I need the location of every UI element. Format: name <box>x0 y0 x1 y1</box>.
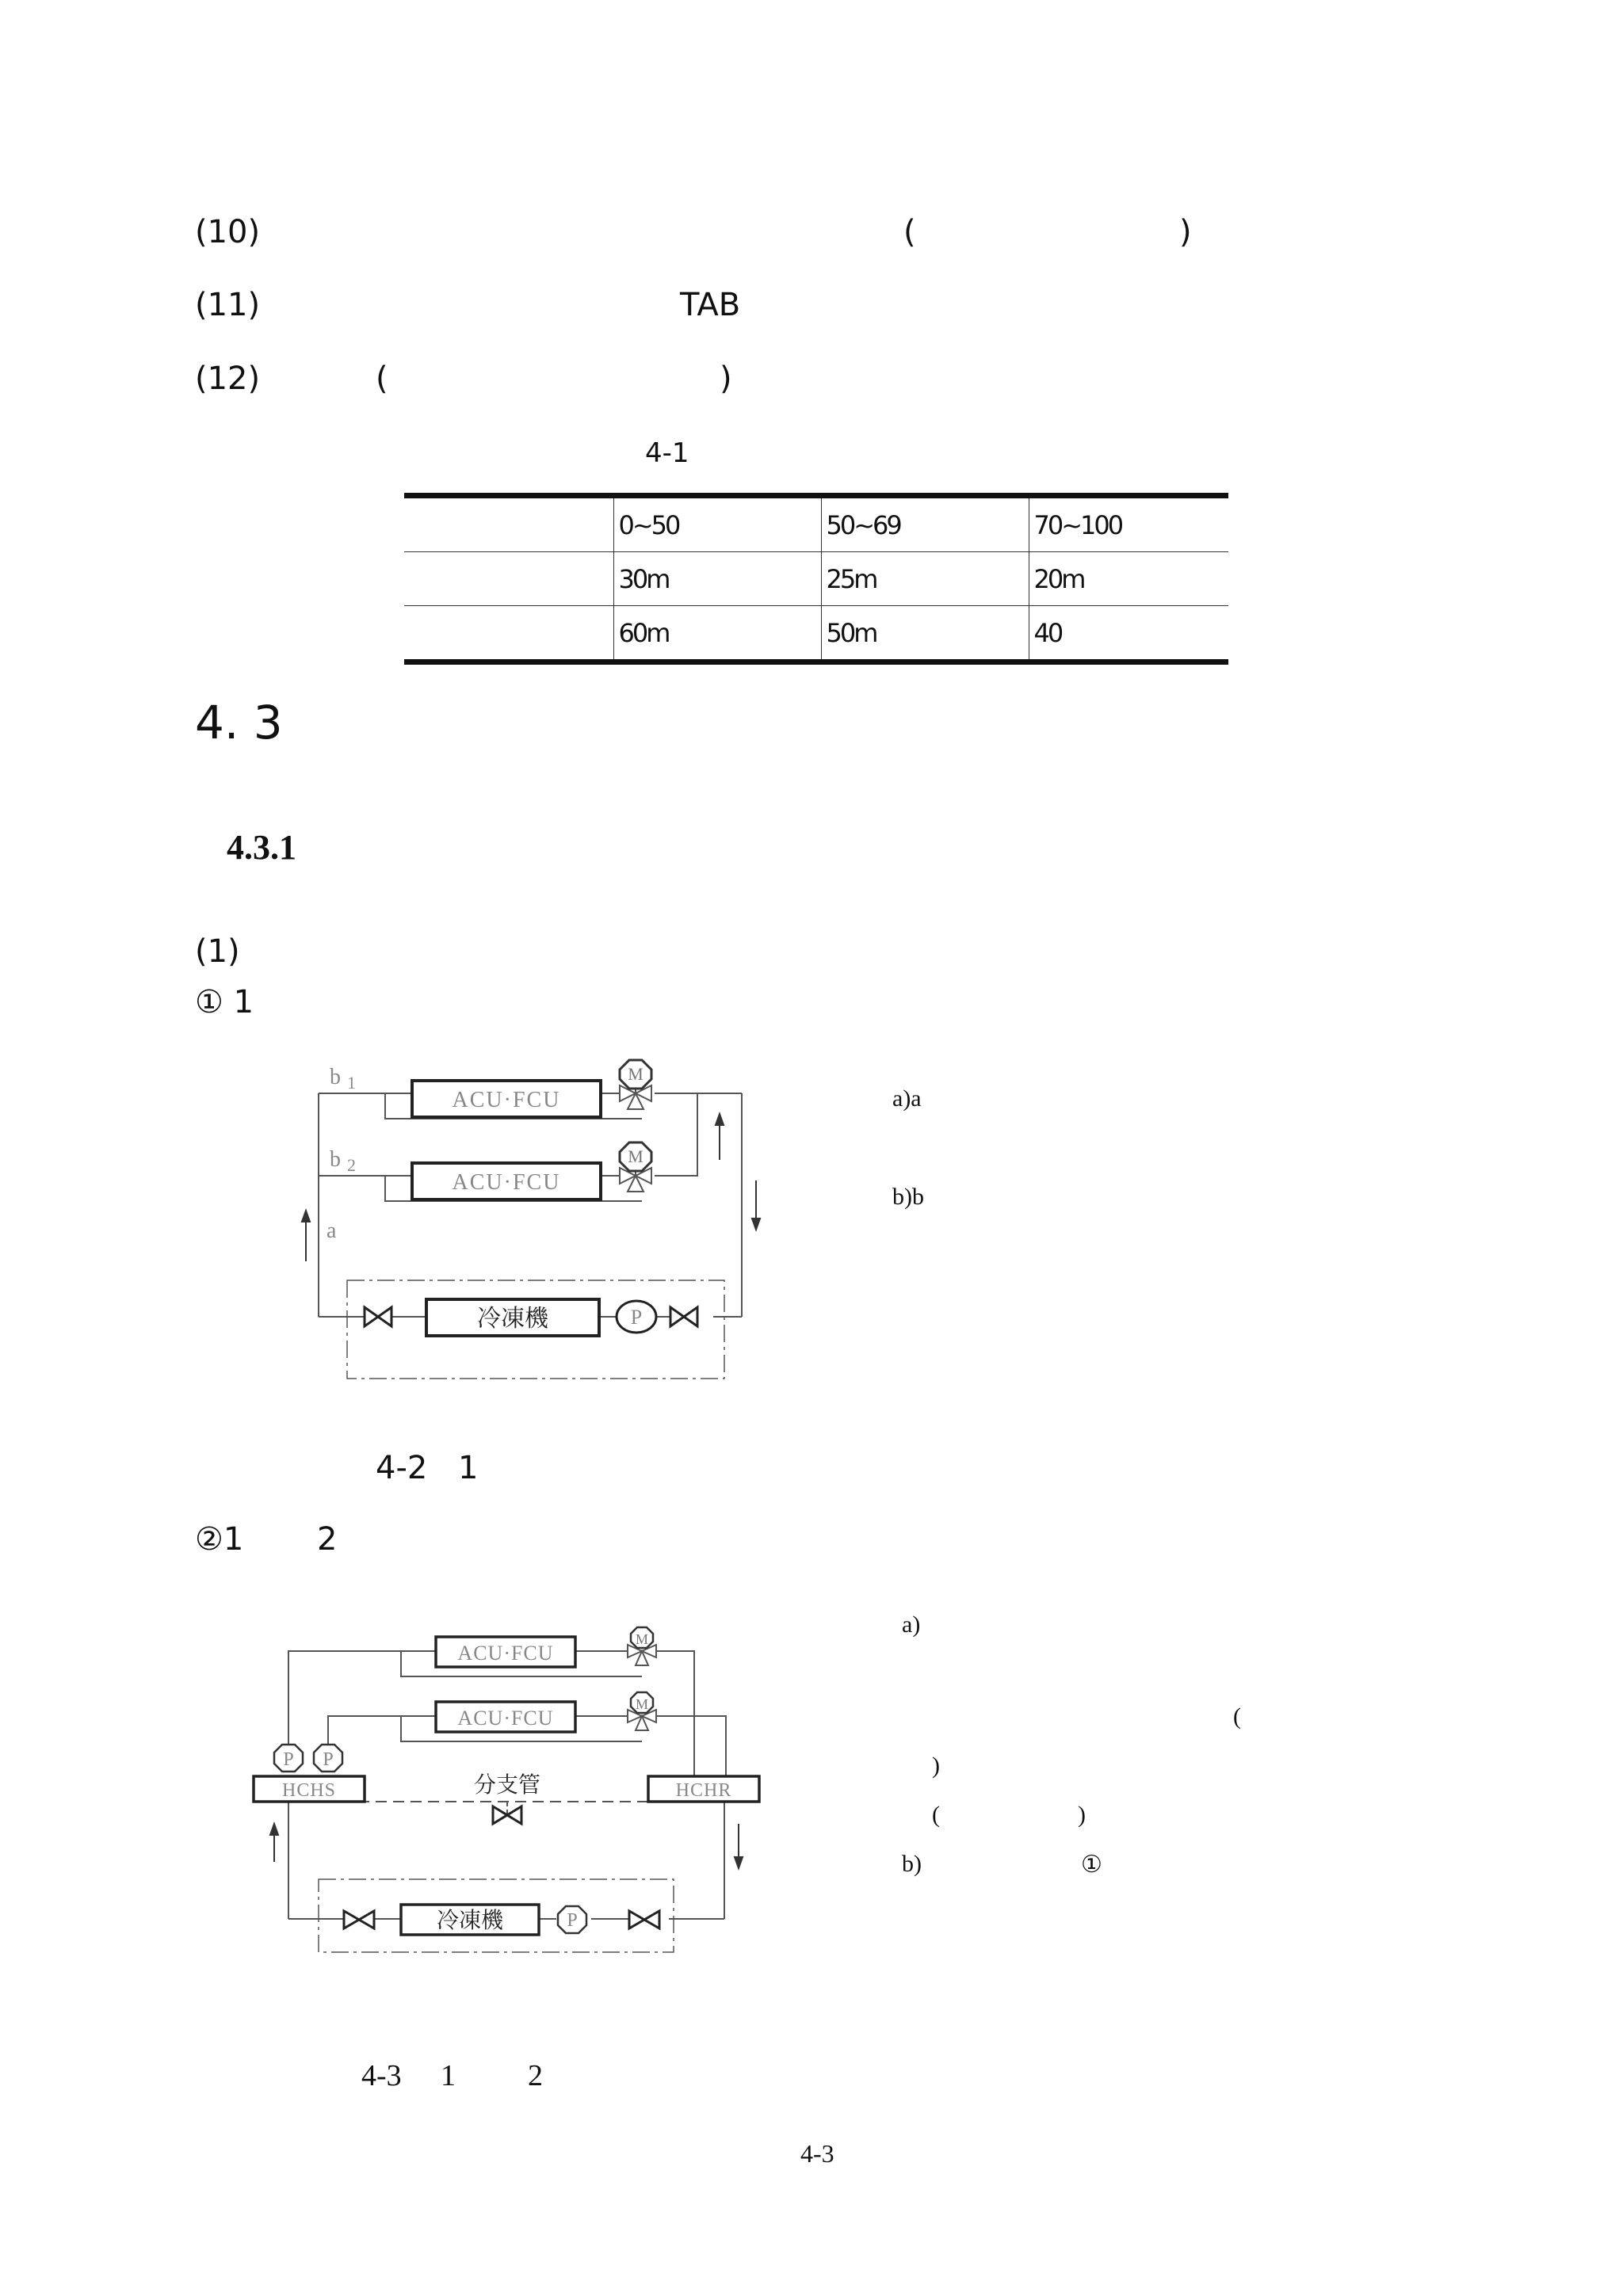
table-cell <box>404 606 613 662</box>
label-b1-sub: 1 <box>347 1073 356 1093</box>
figure-4-3-note-circle-1: ① <box>1081 1852 1102 1878</box>
figure-4-3-note-lparen-2: ( <box>932 1802 940 1828</box>
figure-4-3-diagram <box>246 1624 769 1973</box>
figure-4-2-diagram <box>293 1054 785 1386</box>
para-1-number: (1) <box>195 933 240 970</box>
figure-4-3-caption-one: 1 <box>441 2059 456 2092</box>
section-heading: 4. 3 <box>195 696 283 749</box>
item-10-lparen: ( <box>903 214 916 250</box>
pump-label: P <box>630 1306 643 1329</box>
figure-4-2-caption-number: 4-2 <box>376 1450 428 1486</box>
table-cell: 25m <box>821 552 1029 606</box>
hchs-label: HCHS <box>281 1780 337 1801</box>
label-a: a <box>327 1219 337 1243</box>
figure-4-2-note-a: a)a <box>892 1085 922 1112</box>
table-cell: 40 <box>1029 606 1228 662</box>
table-cell: 70~100 <box>1029 496 1228 552</box>
motor-label: M <box>628 1146 643 1166</box>
pump-label: P <box>567 1910 578 1931</box>
figure-4-2-caption-tail: 1 <box>458 1450 479 1486</box>
branch-pipe-label: 分支管 <box>473 1773 541 1798</box>
para-circle-1: ① 1 <box>195 984 254 1020</box>
table-cell: 50m <box>821 606 1029 662</box>
figure-4-3-caption-two: 2 <box>528 2059 543 2092</box>
acu-fcu-label: ACU·FCU <box>452 1170 561 1195</box>
label-b2: b <box>330 1147 341 1172</box>
arrow-up-icon <box>302 1211 310 1222</box>
pump-label: P <box>323 1749 334 1770</box>
label-b2-sub: 2 <box>347 1155 356 1175</box>
arrow-up-icon <box>270 1824 278 1835</box>
chiller-label: 冷凍機 <box>477 1306 548 1332</box>
arrow-up-icon <box>716 1114 724 1125</box>
arrow-down-icon <box>735 1857 743 1868</box>
motor-label: M <box>635 1696 649 1712</box>
table-cell: 50~69 <box>821 496 1029 552</box>
item-12-number: (12) <box>195 360 261 397</box>
table-row <box>404 606 1228 662</box>
chiller-label: 冷凍機 <box>436 1909 504 1933</box>
page-number: 4-3 <box>800 2139 834 2168</box>
motor-label: M <box>628 1064 643 1084</box>
table-cell: 0~50 <box>613 496 821 552</box>
pump-label: P <box>283 1749 294 1770</box>
acu-fcu-label: ACU·FCU <box>457 1642 554 1665</box>
table-cell <box>404 496 613 552</box>
gate-valve-icon <box>344 1911 374 1928</box>
table-cell: 60m <box>613 606 821 662</box>
item-10-rparen: ) <box>1179 214 1192 250</box>
item-12-lparen: ( <box>376 360 388 397</box>
label-b1: b <box>330 1065 341 1089</box>
figure-4-3-note-lparen-1: ( <box>1233 1703 1241 1730</box>
figure-4-3-note-rparen-2: ) <box>1078 1802 1086 1828</box>
gate-valve-icon <box>493 1806 521 1824</box>
figure-4-3-caption-number: 4-3 <box>361 2059 402 2092</box>
para-circle-2: ②1 <box>195 1521 244 1558</box>
table-cell: 20m <box>1029 552 1228 606</box>
para-circle-2-tail: 2 <box>317 1521 338 1558</box>
item-12-rparen: ) <box>720 360 732 397</box>
figure-4-2-note-b: b)b <box>892 1184 924 1210</box>
gate-valve-icon <box>629 1911 659 1928</box>
item-11-tab: TAB <box>680 287 741 323</box>
gate-valve-icon <box>365 1307 391 1326</box>
gate-valve-icon <box>670 1307 697 1326</box>
table-cell: 30m <box>613 552 821 606</box>
item-10-number: (10) <box>195 214 261 250</box>
figure-4-3-note-rparen-1: ) <box>932 1753 940 1779</box>
figure-4-3-note-b: b) <box>902 1851 922 1877</box>
figure-4-3-note-a: a) <box>902 1611 921 1638</box>
table-row <box>404 552 1228 606</box>
table-caption: 4-1 <box>645 437 689 469</box>
motor-label: M <box>635 1631 649 1647</box>
acu-fcu-label: ACU·FCU <box>457 1707 554 1730</box>
table-row <box>404 496 1228 552</box>
acu-fcu-label: ACU·FCU <box>452 1088 561 1112</box>
hchr-label: HCHR <box>675 1780 732 1801</box>
subsection-heading: 4.3.1 <box>227 828 296 867</box>
item-11-number: (11) <box>195 287 261 323</box>
arrow-down-icon <box>752 1219 760 1230</box>
table-cell <box>404 552 613 606</box>
table-4-1 <box>404 493 1228 665</box>
